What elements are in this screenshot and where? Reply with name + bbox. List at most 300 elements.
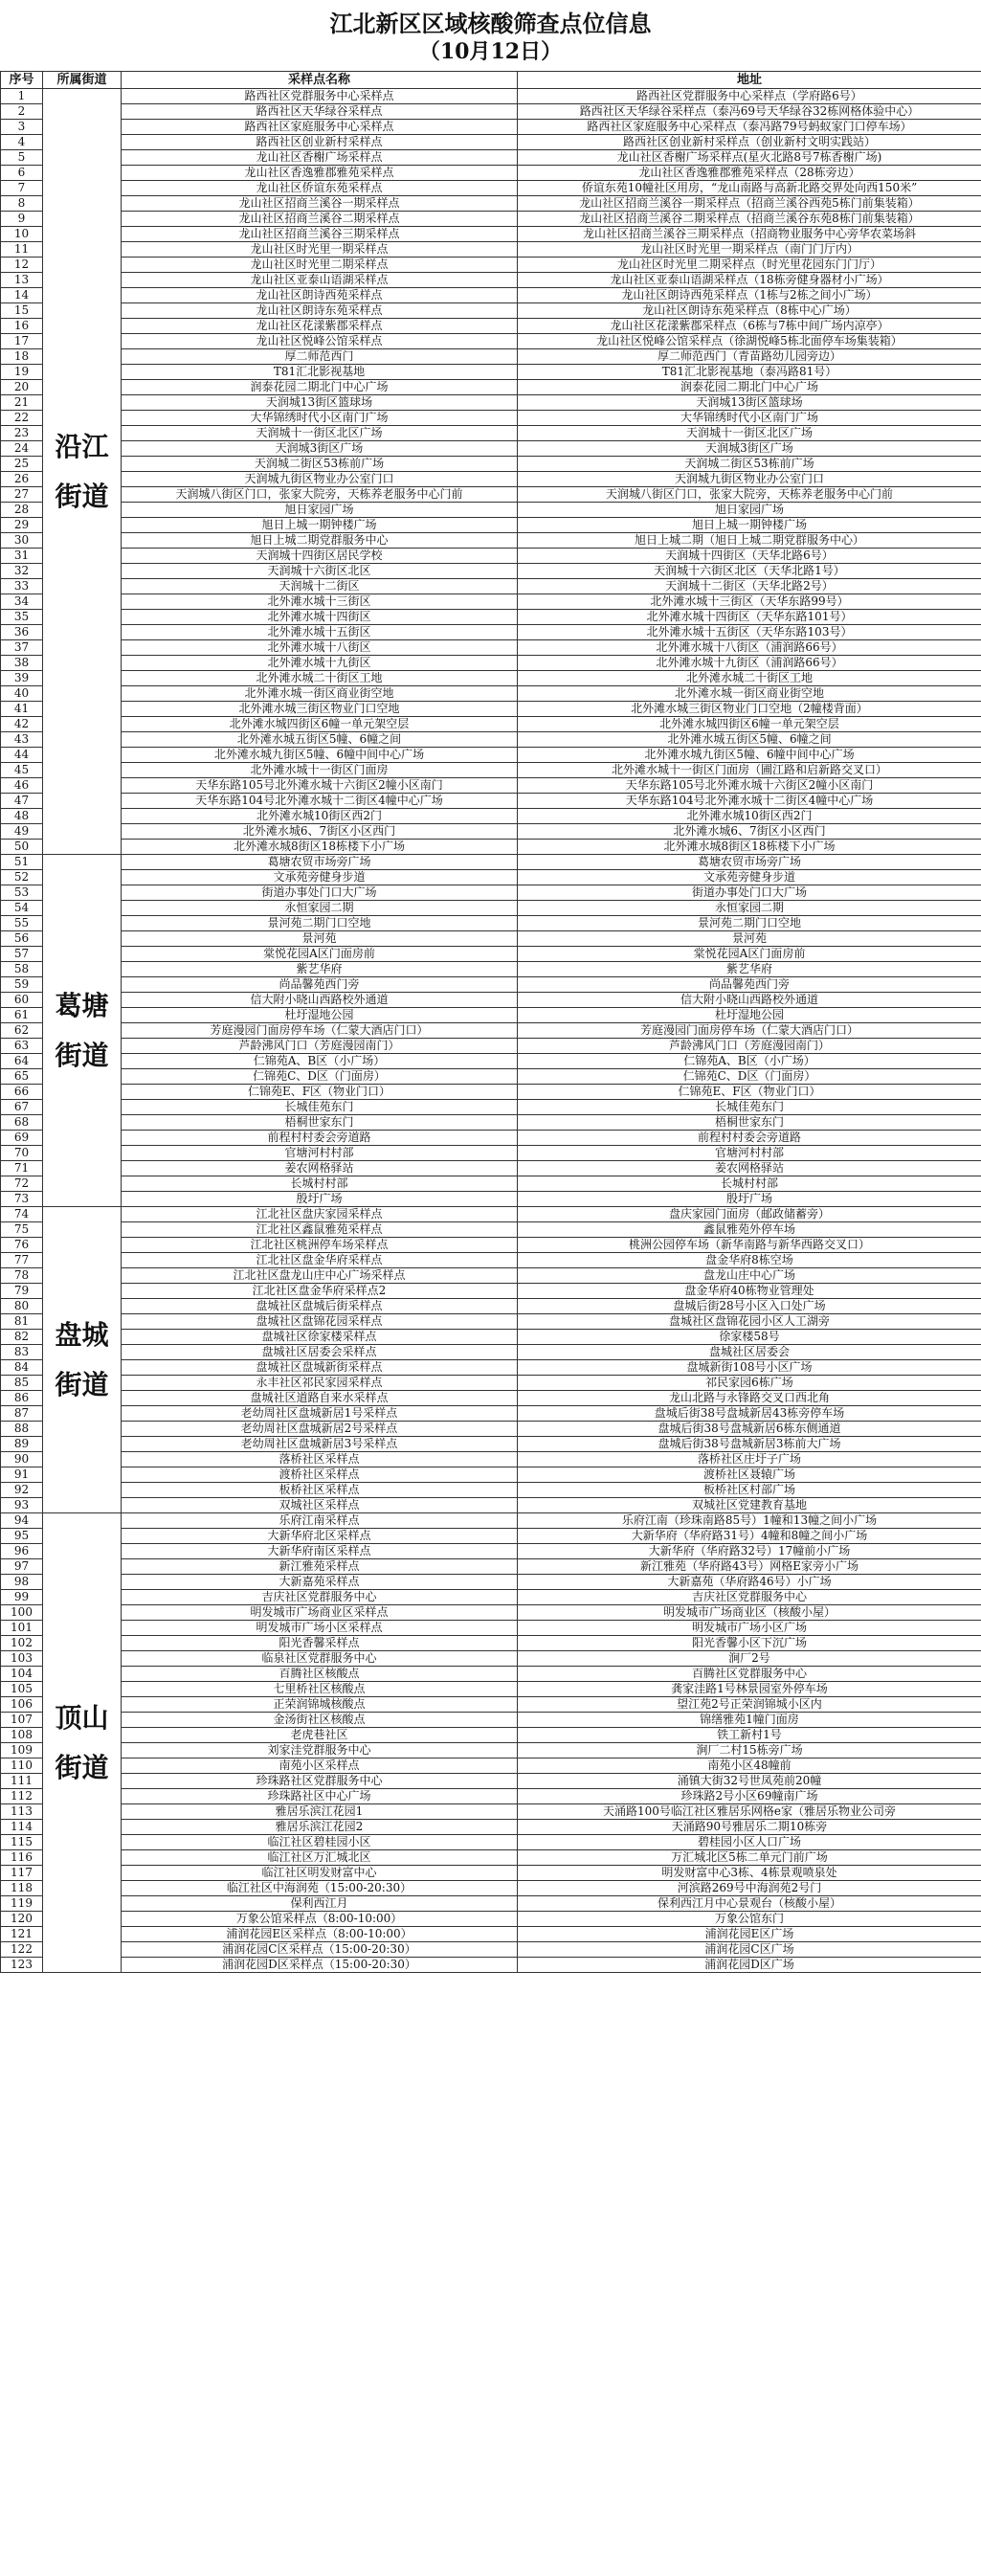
table-row [1,1376,981,1391]
table-row [1,1713,981,1728]
sampling-point-name: 天润城二街区53栋前广场 [122,457,518,472]
table-row [1,503,981,518]
row-index: 99 [1,1590,43,1605]
sampling-point-name: 信大附小晓山西路校外通道 [122,993,518,1008]
sampling-point-address: 龙山社区朗诗东苑采样点（8栋中心广场） [518,303,981,319]
sampling-point-address: 景河苑二期门口空地 [518,916,981,931]
row-index: 44 [1,748,43,763]
table-row [1,1667,981,1682]
table-row [1,212,981,227]
sampling-point-address: 望江苑2号正荣润锦城小区内 [518,1697,981,1713]
sampling-point-address: 龙山北路与永锋路交叉口西北角 [518,1391,981,1406]
row-index: 71 [1,1161,43,1176]
sampling-point-name: 天润城八街区门口，张家大院旁，天栋养老服务中心门前 [122,487,518,503]
sampling-point-name: 老虎巷社区 [122,1728,518,1743]
row-index: 3 [1,120,43,135]
sampling-point-address: 万汇城北区5栋二单元门前广场 [518,1850,981,1866]
table-row [1,947,981,962]
street-name: 沿江街道 [43,89,122,855]
table-row [1,732,981,748]
title-block [0,0,981,71]
table-row [1,1054,981,1069]
table-row [1,594,981,610]
sampling-point-address: 北外滩水城四街区6幢一单元架空层 [518,717,981,732]
table-row [1,1789,981,1804]
sampling-point-name: 浦润花园D区采样点（15:00-20:30） [122,1958,518,1973]
table-row [1,135,981,150]
row-index: 114 [1,1820,43,1835]
row-index: 94 [1,1513,43,1529]
sampling-point-name: 北外滩水城三街区物业门口空地 [122,702,518,717]
row-index: 32 [1,564,43,579]
sampling-point-name: 景河苑 [122,931,518,947]
sampling-point-name: 珍珠路社区中心广场 [122,1789,518,1804]
sampling-point-address: 落桥社区庄圩子广场 [518,1452,981,1467]
header-index: 序号 [1,72,43,89]
row-index: 120 [1,1912,43,1927]
sampling-point-address: 涧厂2号 [518,1651,981,1667]
sampling-point-name: 旭日家园广场 [122,503,518,518]
sampling-point-name: 长城村村部 [122,1176,518,1192]
row-index: 108 [1,1728,43,1743]
sampling-point-address: 天润城二街区53栋前广场 [518,457,981,472]
table-row [1,1682,981,1697]
table-row [1,334,981,349]
table-row [1,1176,981,1192]
row-index: 56 [1,931,43,947]
table-row [1,1391,981,1406]
sampling-point-address: 北外滩水城五街区5幢、6幢之间 [518,732,981,748]
row-index: 91 [1,1467,43,1483]
sampling-point-address: 浦润花园C区广场 [518,1942,981,1958]
sampling-point-name: 北外滩水城十三街区 [122,594,518,610]
table-row [1,1544,981,1559]
table-row [1,273,981,288]
sampling-point-address: 润泰花园二期北门中心广场 [518,380,981,395]
sampling-point-address: 北外滩水城十四街区（天华东路101号） [518,610,981,625]
row-index: 58 [1,962,43,977]
sampling-point-name: 保利西江月 [122,1896,518,1912]
row-index: 15 [1,303,43,319]
sampling-point-name: 天润城3街区广场 [122,441,518,457]
row-index: 48 [1,809,43,824]
table-row [1,993,981,1008]
row-index: 116 [1,1850,43,1866]
sampling-point-address: 天华东路104号北外滩水城十二街区4幢中心广场 [518,794,981,809]
sampling-point-name: 天润城十六街区北区 [122,564,518,579]
sampling-point-address: 芳庭漫园门面房停车场（仁蒙大酒店门口） [518,1023,981,1039]
sampling-point-name: 北外滩水城十五街区 [122,625,518,640]
sampling-point-address: 天润城3街区广场 [518,441,981,457]
row-index: 85 [1,1376,43,1391]
table-row [1,1085,981,1100]
sampling-point-address: 珍珠路2号小区69幢南广场 [518,1789,981,1804]
sampling-point-name: 文承苑旁健身步道 [122,870,518,885]
table-row [1,1238,981,1253]
sampling-point-address: 板桥社区村部广场 [518,1483,981,1498]
table-body [1,89,981,1973]
table-row [1,901,981,916]
row-index: 28 [1,503,43,518]
table-row [1,1529,981,1544]
table-row [1,533,981,549]
table-row [1,778,981,794]
sampling-point-address: 信大附小晓山西路校外通道 [518,993,981,1008]
table-row [1,181,981,196]
sampling-point-address: 北外滩水城10街区西2门 [518,809,981,824]
row-index: 61 [1,1008,43,1023]
sampling-point-name: 路西社区家庭服务中心采样点 [122,120,518,135]
table-row [1,625,981,640]
table-row [1,1422,981,1437]
sampling-point-address: 姜农网格驿站 [518,1161,981,1176]
row-index: 106 [1,1697,43,1713]
table-row [1,1958,981,1973]
row-index: 30 [1,533,43,549]
sampling-point-address: 北外滩水城十五街区（天华东路103号） [518,625,981,640]
sampling-point-address: 侨谊东苑10幢社区用房，“龙山南路与高新北路交界处向西150米” [518,181,981,196]
table-row [1,518,981,533]
table-row [1,656,981,671]
sampling-point-name: 尚品馨苑西门旁 [122,977,518,993]
table-row [1,1115,981,1131]
sampling-point-name: 落桥社区采样点 [122,1452,518,1467]
row-index: 21 [1,395,43,411]
sampling-point-address: 芦龄沸风门口（芳庭漫园南门） [518,1039,981,1054]
sampling-point-name: 龙山社区花漾紫郡采样点 [122,319,518,334]
sampling-point-address: 文承苑旁健身步道 [518,870,981,885]
table-row [1,380,981,395]
row-index: 19 [1,365,43,380]
sampling-point-name: 万象公馆采样点（8:00-10:00） [122,1912,518,1927]
sampling-point-name: 老幼周社区盘城新居2号采样点 [122,1422,518,1437]
table-row [1,794,981,809]
sampling-point-address: 街道办事处门口大广场 [518,885,981,901]
table-row [1,1437,981,1452]
sampling-point-name: 天华东路104号北外滩水城十二街区4幢中心广场 [122,794,518,809]
table-row [1,640,981,656]
row-index: 55 [1,916,43,931]
sampling-point-name: 乐府江南采样点 [122,1513,518,1529]
table-row [1,1513,981,1529]
sampling-point-address: 龙山社区悦峰公馆采样点（徐湖悦峰5栋北面停车场集装箱） [518,334,981,349]
sampling-point-name: 北外滩水城十九街区 [122,656,518,671]
sampling-point-address: T81汇北影视基地（泰冯路81号） [518,365,981,380]
row-index: 95 [1,1529,43,1544]
sampling-point-address: 涧厂二村15栋旁广场 [518,1743,981,1758]
row-index: 67 [1,1100,43,1115]
row-index: 81 [1,1314,43,1330]
table-row [1,977,981,993]
table-row [1,1023,981,1039]
table-row [1,1927,981,1942]
table-row [1,1774,981,1789]
row-index: 65 [1,1069,43,1085]
sampling-point-name: 南苑小区采样点 [122,1758,518,1774]
table-row [1,1314,981,1330]
sampling-point-address: 葛塘农贸市场旁广场 [518,855,981,870]
sampling-point-address: 龙山社区香榭广场采样点(星火北路8号7栋香榭广场) [518,150,981,166]
table-row [1,579,981,594]
row-index: 86 [1,1391,43,1406]
sampling-point-address: 北外滩水城十八街区（浦润路66号） [518,640,981,656]
row-index: 60 [1,993,43,1008]
sampling-point-address: 祁民家园6栋广场 [518,1376,981,1391]
sampling-point-address: 盘城后街38号盘城新居3栋前大广场 [518,1437,981,1452]
sampling-point-name: 临江社区中海润苑（15:00-20:30） [122,1881,518,1896]
sampling-point-address: 大新嘉苑（华府路46号）小广场 [518,1575,981,1590]
sampling-point-name: 盘城社区徐家楼采样点 [122,1330,518,1345]
row-index: 53 [1,885,43,901]
sampling-point-name: 江北社区鑫鼠雅苑采样点 [122,1222,518,1238]
sampling-point-address: 碧桂园小区人口广场 [518,1835,981,1850]
table-row [1,686,981,702]
sampling-point-address: 北外滩水城十一街区门面房（圃江路和启新路交叉口） [518,763,981,778]
row-index: 69 [1,1131,43,1146]
table-row [1,242,981,258]
table-row [1,1207,981,1222]
sampling-point-name: 北外滩水城四街区6幢一单元架空层 [122,717,518,732]
row-index: 40 [1,686,43,702]
row-index: 57 [1,947,43,962]
sampling-point-name: 润泰花园二期北门中心广场 [122,380,518,395]
row-index: 97 [1,1559,43,1575]
sampling-point-name: 珍珠路社区党群服务中心 [122,1774,518,1789]
table-row [1,1820,981,1835]
sampling-point-name: 江北社区桃洲停车场采样点 [122,1238,518,1253]
table-row [1,1161,981,1176]
table-row [1,395,981,411]
row-index: 75 [1,1222,43,1238]
table-row [1,365,981,380]
table-row [1,258,981,273]
sampling-point-name: 江北社区盘龙山庄中心广场采样点 [122,1268,518,1284]
row-index: 38 [1,656,43,671]
sampling-point-name: 天润城十一街区北区广场 [122,426,518,441]
table-row [1,457,981,472]
sampling-point-name: 龙山社区香榭广场采样点 [122,150,518,166]
sampling-point-name: 浦润花园E区采样点（8:00-10:00） [122,1927,518,1942]
table-row [1,931,981,947]
sampling-point-address: 殷圩广场 [518,1192,981,1207]
sampling-point-name: 临江社区碧桂园小区 [122,1835,518,1850]
sampling-point-name: 龙山社区招商兰溪谷三期采样点 [122,227,518,242]
table-row [1,1222,981,1238]
row-index: 102 [1,1636,43,1651]
table-row [1,1743,981,1758]
row-index: 7 [1,181,43,196]
row-index: 18 [1,349,43,365]
sampling-point-name: 大华锦绣时代小区南门广场 [122,411,518,426]
row-index: 6 [1,166,43,181]
sampling-point-address: 桃洲公园停车场（新华南路与新华西路交叉口） [518,1238,981,1253]
sampling-point-address: 大新华府（华府路32号）17幢前小广场 [518,1544,981,1559]
row-index: 89 [1,1437,43,1452]
sampling-point-name: 龙山社区亚泰山语湖采样点 [122,273,518,288]
sampling-point-address: 永恒家园二期 [518,901,981,916]
sampling-point-name: 棠悦花园A区门面房前 [122,947,518,962]
table-row [1,426,981,441]
table-row [1,809,981,824]
table-row [1,717,981,732]
sampling-point-name: 芦龄沸风门口（芳庭漫园南门） [122,1039,518,1054]
row-index: 113 [1,1804,43,1820]
sampling-point-address: 天华东路105号北外滩水城十六街区2幢小区南门 [518,778,981,794]
sampling-point-address: 仁锦苑C、D区（门面房） [518,1069,981,1085]
table-row [1,1942,981,1958]
sampling-point-address: 北外滩水城6、7街区小区西门 [518,824,981,840]
sampling-point-address: 南苑小区48幢前 [518,1758,981,1774]
sampling-point-name: 大新华府北区采样点 [122,1529,518,1544]
sampling-point-address: 鑫鼠雅苑外停车场 [518,1222,981,1238]
row-index: 110 [1,1758,43,1774]
row-index: 25 [1,457,43,472]
table-row [1,1835,981,1850]
table-row [1,104,981,120]
row-index: 29 [1,518,43,533]
sampling-point-address: 北外滩水城三街区物业门口空地（2幢楼背面） [518,702,981,717]
table-row [1,288,981,303]
row-index: 105 [1,1682,43,1697]
sampling-point-name: 姜农网格驿站 [122,1161,518,1176]
sampling-point-address: 北外滩水城九街区5幢、6幢中间中心广场 [518,748,981,763]
row-index: 103 [1,1651,43,1667]
row-index: 87 [1,1406,43,1422]
row-index: 12 [1,258,43,273]
sampling-point-address: 涌镇大街32号世凤苑前20幢 [518,1774,981,1789]
table-row [1,1406,981,1422]
sampling-point-name: 官塘河村村部 [122,1146,518,1161]
table-header-row [1,72,981,89]
sampling-point-name: 雅居乐滨江花园1 [122,1804,518,1820]
sampling-point-address: 铁工新村1号 [518,1728,981,1743]
sampling-point-address: 天涌路90号雅居乐二期10栋旁 [518,1820,981,1835]
row-index: 39 [1,671,43,686]
row-index: 119 [1,1896,43,1912]
sampling-point-address: 锦缮雅苑1幢门面房 [518,1713,981,1728]
row-index: 10 [1,227,43,242]
sampling-point-name: 紫艺华府 [122,962,518,977]
sampling-point-address: 旭日家园广场 [518,503,981,518]
row-index: 78 [1,1268,43,1284]
table-row [1,840,981,855]
sampling-point-name: 七里桥社区核酸点 [122,1682,518,1697]
sampling-point-address: 天润城十一街区北区广场 [518,426,981,441]
table-row [1,1345,981,1360]
sampling-point-name: 雅居乐滨江花园2 [122,1820,518,1835]
table-row [1,671,981,686]
sampling-point-address: 龙山社区招商兰溪谷二期采样点（招商兰溪谷东苑8栋门前集装箱） [518,212,981,227]
sampling-point-address: 天涌路100号临江社区雅居乐网格e家（雅居乐物业公司旁 [518,1804,981,1820]
sampling-point-address: 大新华府（华府路31号）4幢和8幢之间小广场 [518,1529,981,1544]
table-row [1,610,981,625]
sampling-point-name: 百腾社区核酸点 [122,1667,518,1682]
sampling-point-address: 棠悦花园A区门面房前 [518,947,981,962]
row-index: 117 [1,1866,43,1881]
sampling-point-name: 江北社区盘金华府采样点 [122,1253,518,1268]
sampling-point-address: 杜圩湿地公园 [518,1008,981,1023]
row-index: 63 [1,1039,43,1054]
sampling-point-name: 前程村村委会旁道路 [122,1131,518,1146]
table-row [1,748,981,763]
row-index: 77 [1,1253,43,1268]
sampling-point-name: 北外滩水城二十街区工地 [122,671,518,686]
row-index: 123 [1,1958,43,1973]
sampling-point-address: 龚家洼路1号林景园室外停车场 [518,1682,981,1697]
table-row [1,1575,981,1590]
sampling-point-address: 天润城十二街区（天华北路2号） [518,579,981,594]
row-index: 54 [1,901,43,916]
table-row [1,1360,981,1376]
sampling-point-address: 北外滩水城十三街区（天华东路99号） [518,594,981,610]
table-row [1,1284,981,1299]
table-row [1,1069,981,1085]
table-row [1,1728,981,1743]
sampling-point-name: 新江雅苑采样点 [122,1559,518,1575]
table-row [1,89,981,104]
row-index: 46 [1,778,43,794]
table-row [1,1467,981,1483]
row-index: 68 [1,1115,43,1131]
sampling-point-name: 盘城社区盘锦花园采样点 [122,1314,518,1330]
sampling-point-address: 盘城后街28号小区入口处广场 [518,1299,981,1314]
row-index: 66 [1,1085,43,1100]
sampling-point-name: 葛塘农贸市场旁广场 [122,855,518,870]
table-row [1,1636,981,1651]
sampling-point-name: 江北社区盘庆家园采样点 [122,1207,518,1222]
sampling-point-address: 龙山社区朗诗西苑采样点（1栋与2栋之间小广场） [518,288,981,303]
sampling-point-address: 盘城后街38号盘城新居6栋东侧通道 [518,1422,981,1437]
table-row [1,1651,981,1667]
table-row [1,824,981,840]
sampling-point-name: 天润城13街区篮球场 [122,395,518,411]
sampling-point-address: 景河苑 [518,931,981,947]
sampling-point-name: 盘城社区盘城后街采样点 [122,1299,518,1314]
table-row [1,1192,981,1207]
sampling-point-address: 明发城市广场小区广场 [518,1621,981,1636]
sampling-point-name: 天润城十四街区居民学校 [122,549,518,564]
row-index: 112 [1,1789,43,1804]
street-name: 葛塘街道 [43,855,122,1207]
sampling-point-name: 龙山社区招商兰溪谷二期采样点 [122,212,518,227]
row-index: 16 [1,319,43,334]
sampling-point-address: 阳光香馨小区下沉广场 [518,1636,981,1651]
sampling-point-name: 厚二师范西门 [122,349,518,365]
table-row [1,1483,981,1498]
sampling-point-name: T81汇北影视基地 [122,365,518,380]
table-row [1,870,981,885]
table-row [1,319,981,334]
row-index: 36 [1,625,43,640]
sampling-point-name: 长城佳苑东门 [122,1100,518,1115]
sampling-point-address: 厚二师范西门（青苗路幼儿园旁边） [518,349,981,365]
table-row [1,855,981,870]
sampling-point-name: 北外滩水城十四街区 [122,610,518,625]
sampling-point-name: 天华东路105号北外滩水城十六街区2幢小区南门 [122,778,518,794]
sampling-point-address: 旭日上城一期钟楼广场 [518,518,981,533]
sampling-point-name: 北外滩水城6、7街区小区西门 [122,824,518,840]
sampling-point-address: 龙山社区花漾紫郡采样点（6栋与7栋中间广场内凉亭） [518,319,981,334]
sampling-point-name: 明发城市广场小区采样点 [122,1621,518,1636]
sampling-point-address: 天润城十六街区北区（天华北路1号） [518,564,981,579]
sampling-point-address: 盘城社区盘锦花园小区人工湖旁 [518,1314,981,1330]
table-row [1,702,981,717]
row-index: 26 [1,472,43,487]
sampling-point-address: 路西社区创业新村采样点（创业新村文明实践站） [518,135,981,150]
row-index: 79 [1,1284,43,1299]
header-point-name: 采样点名称 [122,72,518,89]
row-index: 98 [1,1575,43,1590]
